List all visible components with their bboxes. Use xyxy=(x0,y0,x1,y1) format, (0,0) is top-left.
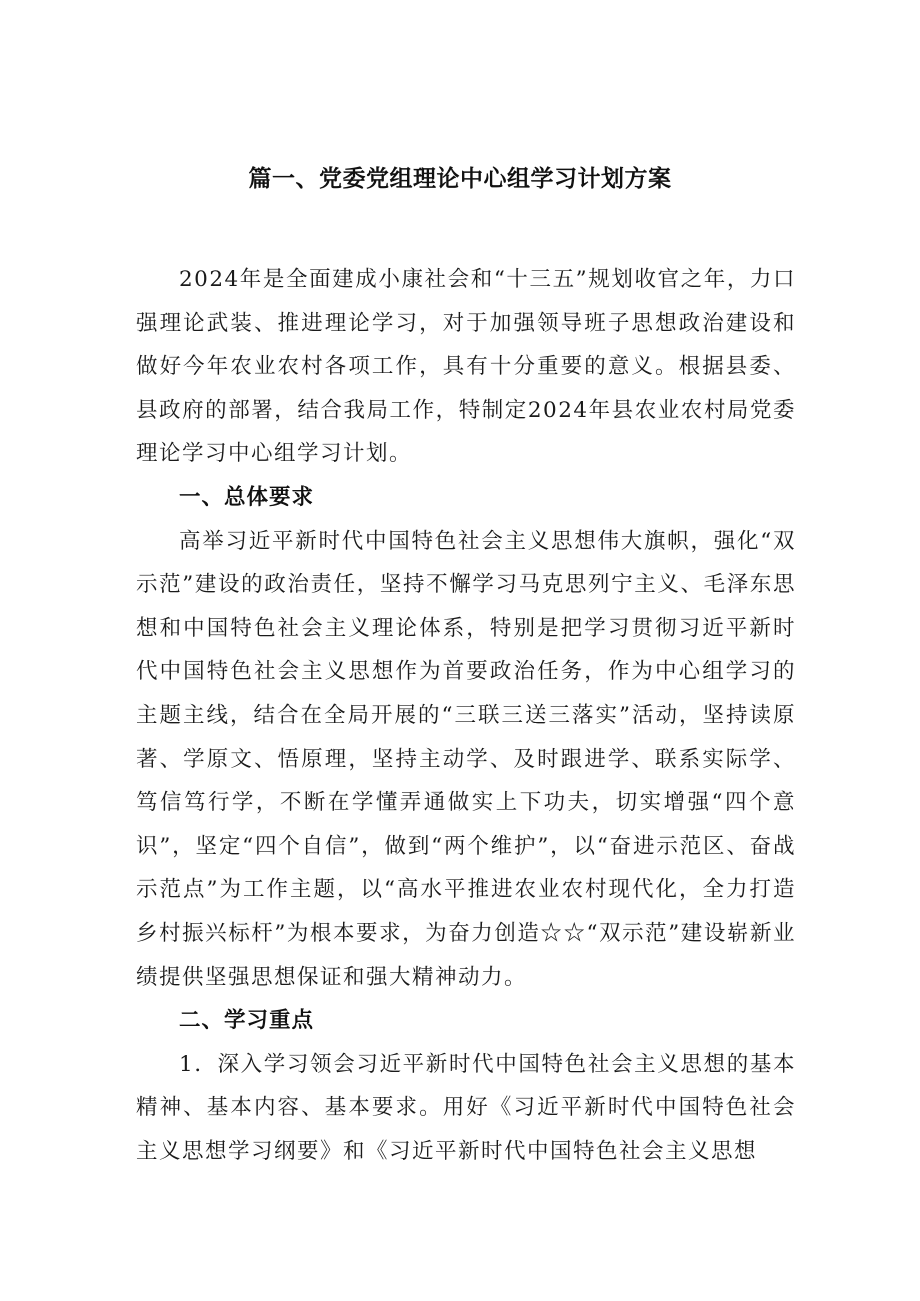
document-body xyxy=(136,258,796,1173)
section-heading-overall-requirements: 一、总体要求 xyxy=(179,484,315,510)
study-focus-paragraph: 1．深入学习领会习近平新时代中国特色社会主义思想的基本精神、基本内容、基本要求。用好《习近平新时代中国特色社会主义思想学习纲要》和《习近平新时代中国特色社会主义思想 xyxy=(136,1051,796,1164)
section-heading-study-focus: 二、学习重点 xyxy=(179,1008,315,1034)
overall-requirements-paragraph: 高举习近平新时代中国特色社会主义思想伟大旗帜，强化“双示范”建设的政治责任，坚持不懈学习马克思列宁主义、毛泽东思想和中国特色社会主义理论体系，特别是把学习贯彻习近平新时代中国特色社会主义思想作为首要政治任务，作为中心组学习的主题主线，结合在全局开展的“三联三送三落实”活动，坚持读原著、学原文、悟原理，坚持主动学、及时跟进学、联系实际学、笃信笃行学，不断在学懂弄通做实上下功夫，切实增强“四个意识”，坚定“四个自信”，做到“两个维护”，以“奋进示范区、奋战示范点”为工作主题，以“高水平推进农业农村现代化，全力打造乡村振兴标杆”为根本要求，为奋力创造☆☆“双示范”建设崭新业绩提供坚强思想保证和强大精神动力。 xyxy=(136,528,796,990)
intro-paragraph: 2024年是全面建成小康社会和“十三五”规划收官之年，力口强理论武装、推进理论学习，对于加强领导班子思想政治建设和做好今年农业农村各项工作，具有十分重要的意义。根据县委、县政府的部署，结合我局工作，特制定2024年县农业农村局党委理论学习中心组学习计划。 xyxy=(136,267,796,467)
document-title: 篇一、党委党组理论中心组学习计划方案 xyxy=(248,166,672,192)
